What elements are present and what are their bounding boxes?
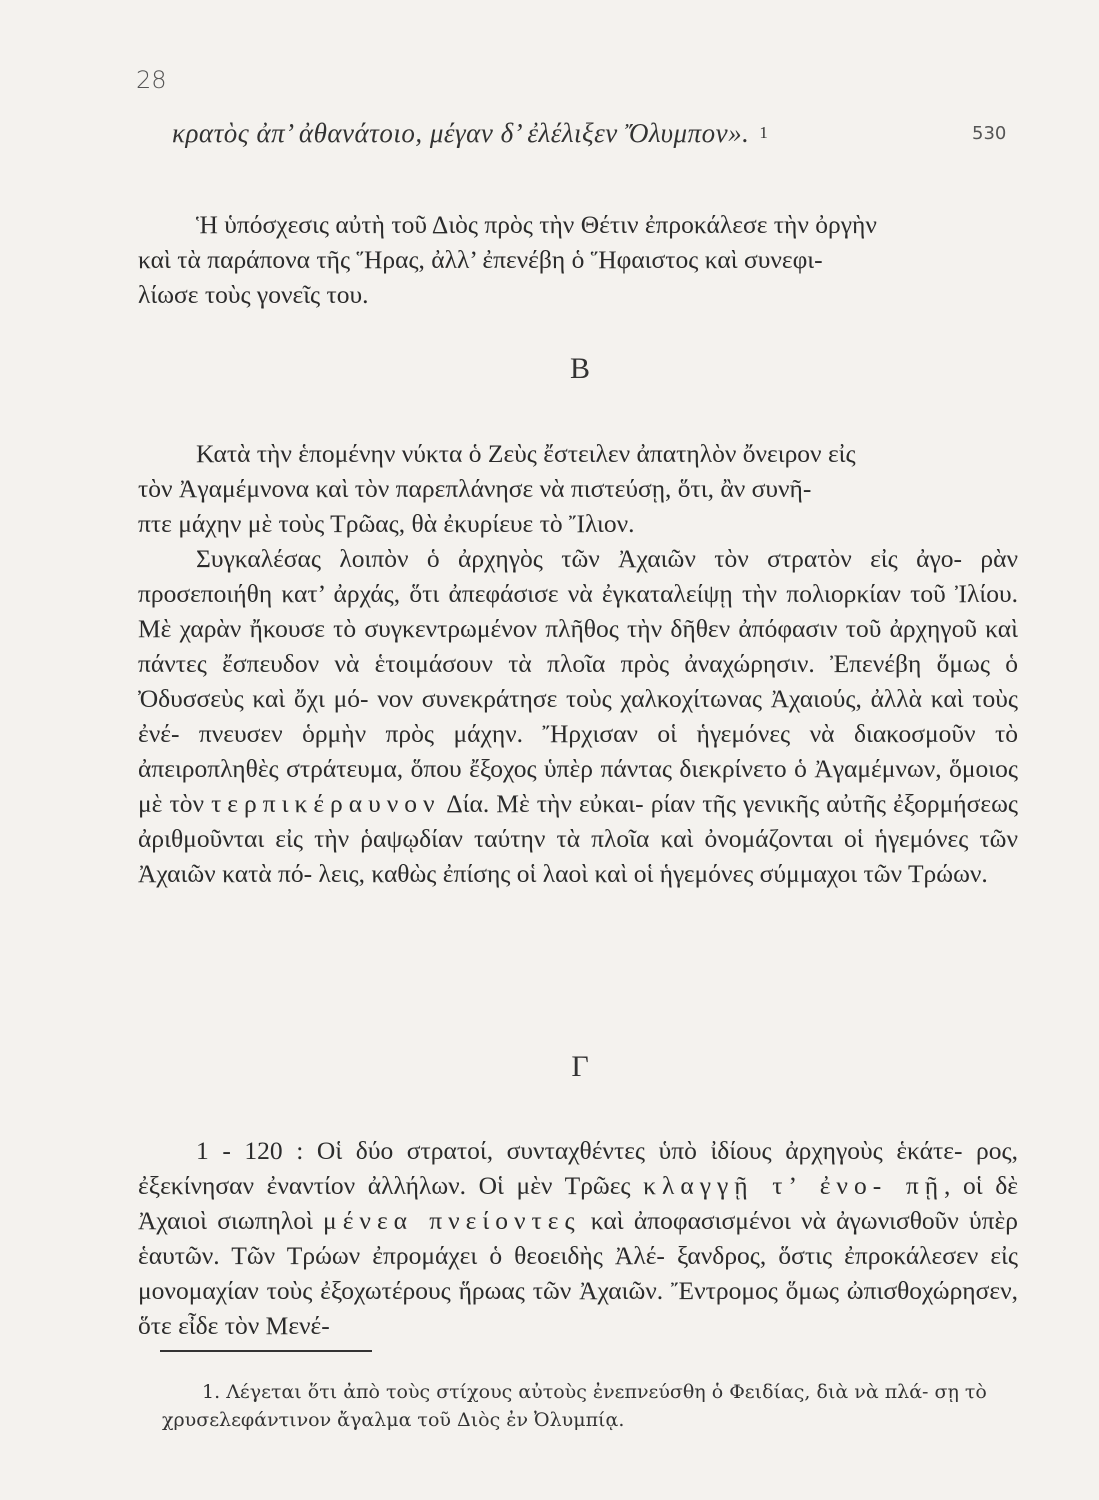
paragraph-text: Δία. Μὲ τὴν εὐκαι- ρίαν τῆς γενικῆς αὐτῆς ἐξορμήσεως ἀριθμοῦνται εἰς τὴν ῥαψῳδίαν ταύτην τὰ πλοῖα καὶ ὀνομάζονται οἱ ἡγεμόνες τῶν Ἀχαιῶν κατὰ πό- λεις, καθὼς ἐπίσης οἱ λαοὶ καὶ οἱ ἡγεμόνες σύμμαχοι τῶν Τρώων. xyxy=(138,789,1018,888)
section-heading-b: Β xyxy=(569,352,590,385)
paragraph-text: καὶ ἀποφασισμένοι νὰ ἀγωνισθοῦν ὑπὲρ ἑαυτῶν. Τῶν Τρώων ἐπρομάχει ὁ θεοειδὴς Ἀλέ- ξανδρος, ὅστις ἐπροκάλεσεν εἰς μονομαχίαν τοὺς ἐξοχωτέρους ἥρωας τῶν Ἀχαιῶν. Ἔντρομος ὅμως ὠπισθοχώρησεν, ὅτε εἶδε τὸν Μενέ- xyxy=(138,1206,1018,1340)
section-g-paragraph xyxy=(138,1133,1018,1343)
page-number: 28 xyxy=(136,66,167,94)
footnote-text: Λέγεται ὅτι ἀπὸ τοὺς στίχους αὐτοὺς ἐνεπνεύσθη ὁ Φειδίας, διὰ νὰ πλά- σῃ τὸ χρυσελεφάντινον ἄγαλμα τοῦ Διὸς ἐν Ὀλυμπίᾳ. xyxy=(162,1381,987,1431)
paragraph-text: 1 - 120 : Οἱ δύο στρατοί, συνταχθέντες ὑπὸ ἰδίους ἀρχηγοὺς ἑκάτε- ρος, ἐξεκίνησαν ἐναντίον ἀλλήλων. Οἱ μὲν Τρῶες xyxy=(138,1136,1018,1200)
footnote-number: 1. xyxy=(202,1381,221,1403)
footnote xyxy=(162,1378,1032,1434)
intro-line: λίωσε τοὺς γονεῖς του. xyxy=(138,280,369,309)
footnote-marker: 1 xyxy=(759,123,769,142)
verse-line-number: 530 xyxy=(972,123,1007,144)
spaced-emphasis: μένεα πνείοντες xyxy=(323,1206,581,1235)
section-heading-g: Γ xyxy=(571,1050,589,1083)
verse-line xyxy=(172,118,768,149)
paragraph-line: Κατὰ τὴν ἑπομένην νύκτα ὁ Ζεὺς ἔστειλεν ἀπατηλὸν ὄνειρον εἰς xyxy=(196,439,856,468)
intro-line: Ἡ ὑπόσχεσις αὐτὴ τοῦ Διὸς πρὸς τὴν Θέτιν ἐπροκάλεσε τὴν ὀργὴν xyxy=(196,210,877,239)
paragraph-text: , οἱ δὲ Ἀχαιοὶ σιωπηλοὶ xyxy=(138,1171,1019,1235)
intro-paragraph xyxy=(138,207,1018,312)
section-b-paragraph-1 xyxy=(138,436,1018,541)
intro-line: καὶ τὰ παράπονα τῆς Ἥρας, ἀλλ’ ἐπενέβη ὁ Ἥφαιστος καὶ συνεφι- xyxy=(138,245,823,274)
paragraph-line: πτε μάχην μὲ τοὺς Τρῶας, θὰ ἐκυρίευε τὸ Ἴλιον. xyxy=(138,509,635,538)
section-b-paragraph-2 xyxy=(138,541,1018,891)
paragraph-line: τὸν Ἀγαμέμνονα καὶ τὸν παρεπλάνησε νὰ πιστεύσῃ, ὅτι, ἂν συνῆ- xyxy=(138,474,812,503)
verse-text: κρατὸς ἀπ’ ἀθανάτοιο, μέγαν δ’ ἐλέλιξεν Ὄλυμπον». xyxy=(172,118,750,148)
spaced-emphasis: κλαγγῇ τ’ ἐνο- πῇ xyxy=(643,1171,945,1200)
paragraph-text: Συγκαλέσας λοιπὸν ὁ ἀρχηγὸς τῶν Ἀχαιῶν τὸν στρατὸν εἰς ἀγο- ρὰν προσεποιήθη κατ’ ἀρχάς, ὅτι ἀπεφάσισε νὰ ἐγκαταλείψῃ τὴν πολιορκίαν τοῦ Ἰλίου. Μὲ χαρὰν ἤκουσε τὸ συγκεντρωμένον πλῆθος τὴν δῆθεν ἀπόφασιν τοῦ ἀρχηγοῦ καὶ πάντες ἔσπευδον νὰ ἑτοιμάσουν τὰ πλοῖα πρὸς ἀναχώρησιν. Ἐπενέβη ὅμως ὁ Ὀδυσσεὺς καὶ ὄχι μό- νον συνεκράτησε τοὺς χαλκοχίτωνας Ἀχαιούς, ἀλλὰ καὶ τοὺς ἐνέ- πνευσεν ὁρμὴν πρὸς μάχην. Ἤρχισαν οἱ ἡγεμόνες νὰ διακοσμοῦν τὸ ἀπειροπληθὲς στράτευμα, ὅπου ἔξοχος ὑπὲρ πάντας διεκρίνετο ὁ Ἀγαμέμνων, ὅμοιος μὲ τὸν xyxy=(138,544,1018,818)
spaced-emphasis: τερπικέραυνον xyxy=(211,789,441,818)
footnote-rule xyxy=(160,1350,372,1352)
